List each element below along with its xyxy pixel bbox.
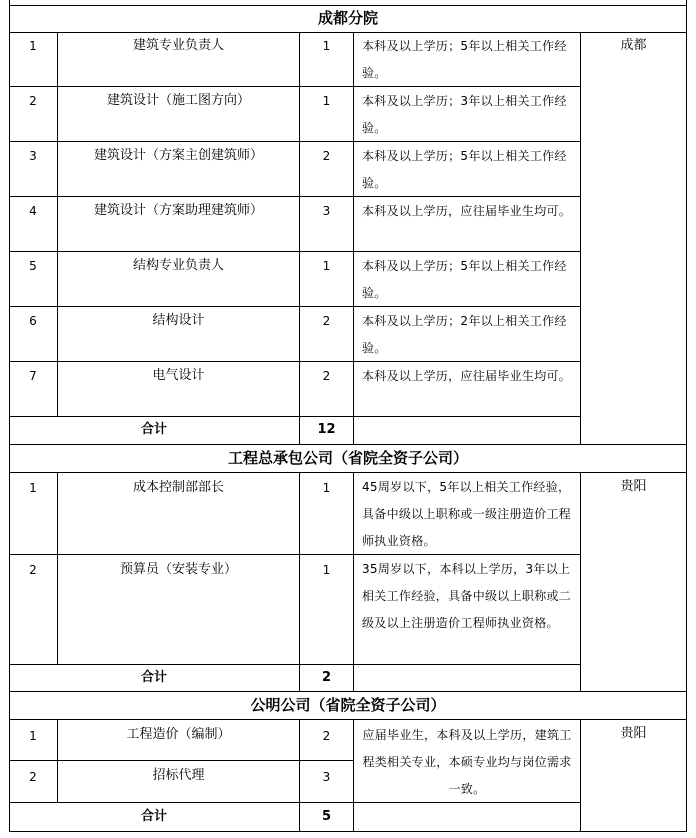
requirement-text: 本科及以上学历；5年以上相关工作经验。 bbox=[362, 149, 567, 190]
row-divider bbox=[9, 251, 581, 252]
row-number: 2 bbox=[29, 94, 37, 108]
requirement-text: 35周岁以下，本科以上学历，3年以上相关工作经验，具备中级以上职称或二级及以上注册造价工程师执业资格。 bbox=[362, 562, 572, 630]
total-value: 12 bbox=[317, 422, 336, 437]
position-name: 建筑设计（方案助理建筑师） bbox=[93, 203, 263, 218]
total-value: 5 bbox=[321, 809, 332, 824]
requirement-text: 45周岁以下，5年以上相关工作经验，具备中级以上职称或一级注册造价工程师执业资格。 bbox=[362, 480, 572, 548]
headcount: 3 bbox=[322, 770, 331, 784]
total-label: 合计 bbox=[140, 809, 167, 824]
section-title: 公明公司（省院全资子公司） bbox=[250, 696, 446, 714]
total-label: 合计 bbox=[140, 422, 167, 437]
col-divider bbox=[353, 32, 354, 444]
col-divider bbox=[580, 472, 581, 691]
col-divider bbox=[57, 32, 58, 416]
position-name: 结构专业负责人 bbox=[132, 258, 224, 273]
row-number: 1 bbox=[29, 39, 37, 53]
headcount: 1 bbox=[322, 94, 331, 108]
requirement-text: 本科及以上学历；2年以上相关工作经验。 bbox=[362, 314, 567, 355]
row-divider bbox=[9, 760, 353, 761]
total-value: 2 bbox=[321, 670, 332, 685]
col-divider bbox=[580, 32, 581, 444]
location-cell: 贵阳 bbox=[620, 726, 647, 741]
total-label: 合计 bbox=[140, 670, 167, 685]
headcount: 2 bbox=[322, 729, 331, 743]
headcount: 1 bbox=[322, 481, 331, 495]
row-divider bbox=[9, 691, 687, 692]
headcount: 1 bbox=[322, 563, 331, 577]
headcount: 2 bbox=[322, 369, 331, 383]
requirement-text: 本科及以上学历，应往届毕业生均可。 bbox=[362, 204, 572, 218]
shared-requirement-text: 应届毕业生，本科及以上学历，建筑工程类相关专业，本硕专业均与岗位需求一致。 bbox=[362, 728, 572, 796]
location-cell: 贵阳 bbox=[620, 479, 647, 494]
headcount: 2 bbox=[322, 149, 331, 163]
position-name: 电气设计 bbox=[152, 368, 205, 383]
position-name: 建筑设计（施工图方向） bbox=[106, 93, 250, 108]
row-divider bbox=[9, 664, 581, 665]
headcount: 3 bbox=[322, 204, 331, 218]
position-name: 招标代理 bbox=[152, 768, 205, 783]
requirement-text: 本科及以上学历，应往届毕业生均可。 bbox=[362, 369, 572, 383]
position-name: 建筑专业负责人 bbox=[132, 38, 224, 53]
row-divider bbox=[9, 444, 687, 445]
headcount: 2 bbox=[322, 314, 331, 328]
row-divider bbox=[9, 472, 687, 473]
position-name: 工程造价（编制） bbox=[126, 727, 231, 742]
row-number: 3 bbox=[29, 149, 37, 163]
col-divider bbox=[353, 719, 354, 831]
row-number: 1 bbox=[29, 481, 37, 495]
row-divider bbox=[9, 416, 581, 417]
row-number: 7 bbox=[29, 369, 37, 383]
headcount: 1 bbox=[322, 39, 331, 53]
section-title: 成都分院 bbox=[317, 9, 378, 27]
row-divider bbox=[9, 831, 687, 832]
col-divider bbox=[353, 472, 354, 691]
row-divider bbox=[9, 5, 687, 6]
col-divider bbox=[299, 472, 300, 691]
position-name: 建筑设计（方案主创建筑师） bbox=[93, 148, 263, 163]
requirement-text: 本科及以上学历；3年以上相关工作经验。 bbox=[362, 94, 567, 135]
headcount: 1 bbox=[322, 259, 331, 273]
row-divider bbox=[9, 32, 687, 33]
row-divider bbox=[9, 719, 687, 720]
position-name: 成本控制部部长 bbox=[132, 480, 224, 495]
row-number: 1 bbox=[29, 729, 37, 743]
row-number: 2 bbox=[29, 770, 37, 784]
requirement-text: 本科及以上学历；5年以上相关工作经验。 bbox=[362, 39, 567, 80]
row-number: 4 bbox=[29, 204, 37, 218]
location-cell: 成都 bbox=[620, 38, 647, 53]
position-name: 结构设计 bbox=[152, 313, 205, 328]
position-name: 预算员（安装专业） bbox=[119, 562, 237, 577]
row-number: 2 bbox=[29, 563, 37, 577]
section-title: 工程总承包公司（省院全资子公司） bbox=[227, 449, 468, 467]
row-number: 5 bbox=[29, 259, 37, 273]
row-number: 6 bbox=[29, 314, 37, 328]
requirement-text: 本科及以上学历；5年以上相关工作经验。 bbox=[362, 259, 567, 300]
